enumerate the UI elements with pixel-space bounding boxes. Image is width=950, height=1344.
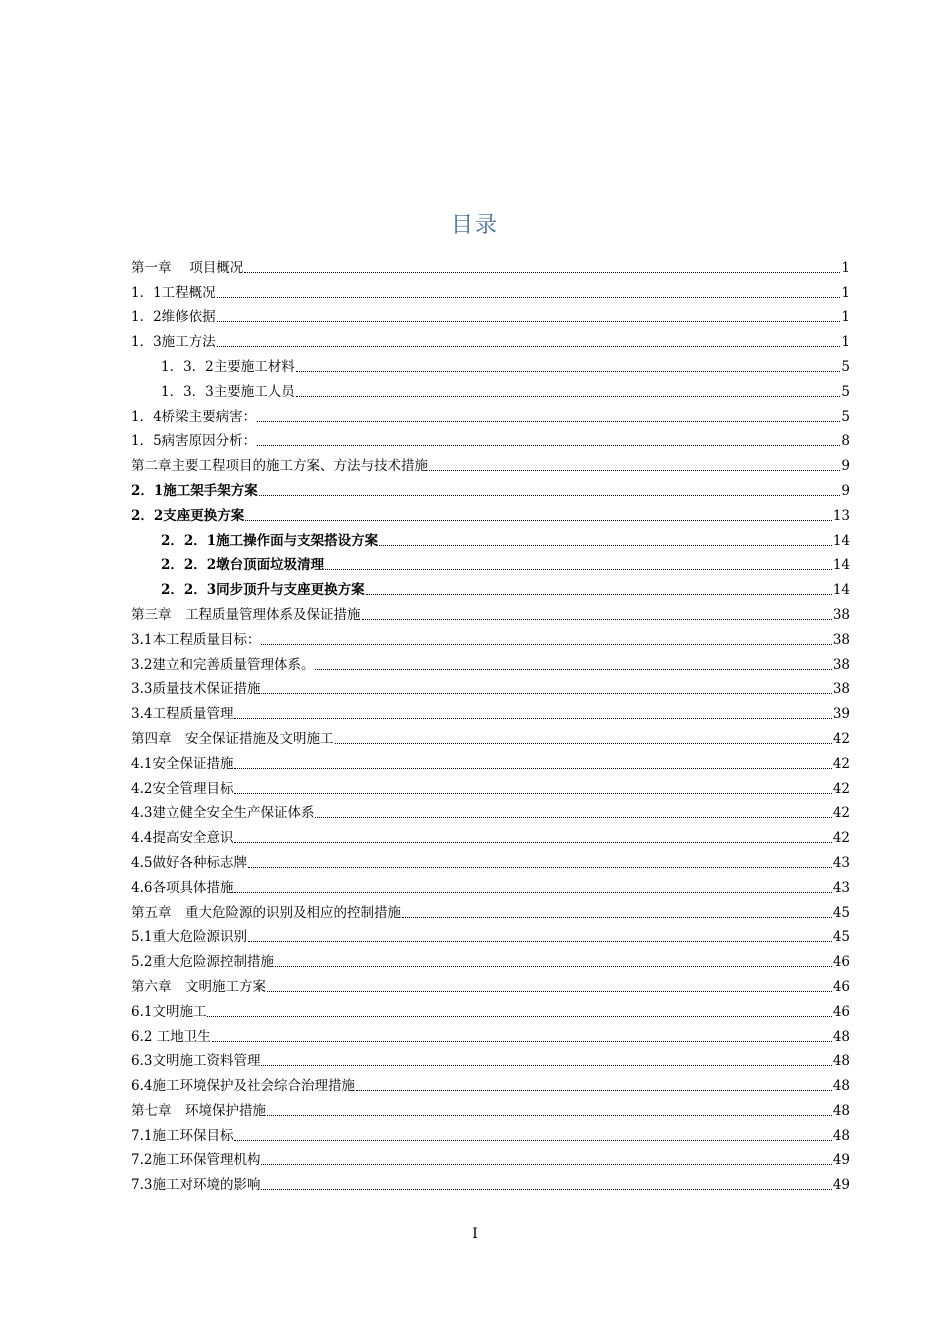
toc-entry-title: 2．2．1施工操作面与支架搭设方案 [161, 532, 379, 549]
toc-entry-page: 1 [841, 309, 850, 326]
toc-dot-leader [259, 494, 841, 496]
toc-entry-page: 1 [841, 259, 850, 276]
toc-entry-title: 6.3文明施工资料管理 [131, 1053, 261, 1070]
toc-entry[interactable] [131, 922, 850, 947]
toc-entry-title: 2．2．2墩台顶面垃圾清理 [161, 557, 325, 574]
toc-entry[interactable] [131, 1070, 850, 1095]
toc-entry-page: 45 [832, 929, 850, 946]
toc-entry[interactable] [131, 624, 850, 649]
toc-entry[interactable] [131, 1021, 850, 1046]
toc-entry[interactable] [131, 376, 850, 401]
toc-dot-leader [217, 345, 841, 347]
toc-entry[interactable] [131, 351, 850, 376]
toc-dot-leader [261, 692, 831, 694]
toc-entry-page: 48 [832, 1053, 850, 1070]
toc-entry-page: 14 [832, 557, 850, 574]
toc-entry-title: 3.4工程质量管理 [131, 706, 234, 723]
toc-entry[interactable] [131, 426, 850, 451]
toc-dot-leader [217, 320, 841, 322]
toc-entry-title: 1．4桥梁主要病害： [131, 408, 257, 425]
toc-dot-leader [315, 668, 831, 670]
toc-entry-page: 43 [832, 854, 850, 871]
toc-entry-title: 第四章 安全保证措施及文明施工 [131, 730, 334, 747]
toc-entry-title: 第六章 文明施工方案 [131, 978, 266, 995]
toc-entry[interactable] [131, 1120, 850, 1145]
toc-entry[interactable] [131, 1169, 850, 1194]
toc-entry-title: 7.2施工环保管理机构 [131, 1152, 261, 1169]
toc-entry-title: 1．3．2主要施工材料 [161, 358, 295, 375]
toc-dot-leader [248, 940, 832, 942]
toc-entry-page: 9 [841, 458, 850, 475]
toc-entry-title: 4.2安全管理目标 [131, 780, 234, 797]
toc-entry[interactable] [131, 277, 850, 302]
toc-entry-title: 3.2建立和完善质量管理体系。 [131, 656, 315, 673]
toc-entry-title: 第三章 工程质量管理体系及保证措施 [131, 606, 361, 623]
toc-dot-leader [234, 1139, 831, 1141]
toc-entry-title: 1．2维修依据 [131, 309, 216, 326]
toc-entry-page: 1 [841, 284, 850, 301]
toc-entry-title: 6.2 工地卫生 [131, 1028, 211, 1045]
toc-dot-leader [325, 568, 832, 570]
toc-entry-title: 3.3质量技术保证措施 [131, 681, 261, 698]
toc-entry-title: 5.2重大危险源控制措施 [131, 954, 274, 971]
toc-entry[interactable] [131, 649, 850, 674]
toc-entry-title: 3.1本工程质量目标： [131, 631, 261, 648]
toc-dot-leader [429, 469, 840, 471]
toc-entry[interactable] [131, 773, 850, 798]
toc-entry[interactable] [131, 822, 850, 847]
toc-entry[interactable] [131, 599, 850, 624]
toc-entry-page: 49 [832, 1152, 850, 1169]
toc-dot-leader [234, 841, 831, 843]
toc-entry[interactable] [131, 674, 850, 699]
toc-entry-title: 1．3．3主要施工人员 [161, 383, 295, 400]
toc-entry-page: 42 [832, 805, 850, 822]
toc-entry[interactable] [131, 1095, 850, 1120]
toc-dot-leader [245, 519, 832, 521]
toc-entry-page: 38 [832, 631, 850, 648]
toc-entry-page: 39 [832, 706, 850, 723]
toc-dot-leader [261, 643, 831, 645]
toc-entry-title: 1．1工程概况 [131, 284, 216, 301]
toc-dot-leader [257, 444, 840, 446]
toc-entry[interactable] [131, 798, 850, 823]
toc-entry[interactable] [131, 475, 850, 500]
toc-entry-title: 2．1施工架手架方案 [131, 482, 258, 499]
toc-entry-page: 46 [832, 978, 850, 995]
toc-dot-leader [261, 1188, 831, 1190]
toc-entry-page: 48 [832, 1127, 850, 1144]
toc-entry-title: 第二章主要工程项目的施工方案、方法与技术措施 [131, 458, 428, 475]
page-number: I [472, 1226, 478, 1242]
toc-entry-page: 43 [832, 879, 850, 896]
toc-entry-page: 38 [832, 681, 850, 698]
toc-entry[interactable] [131, 971, 850, 996]
toc-entry-page: 1 [841, 334, 850, 351]
toc-dot-leader [379, 544, 832, 546]
toc-entry[interactable] [131, 525, 850, 550]
toc-entry-title: 4.4提高安全意识 [131, 830, 234, 847]
toc-dot-leader [257, 420, 840, 422]
toc-entry-page: 49 [832, 1177, 850, 1194]
toc-entry-page: 42 [832, 780, 850, 797]
toc-dot-leader [315, 816, 831, 818]
toc-entry[interactable] [131, 847, 850, 872]
toc-entry-title: 4.5做好各种标志牌 [131, 854, 247, 871]
toc-entry[interactable] [131, 500, 850, 525]
toc-entry-page: 5 [841, 358, 850, 375]
toc-entry[interactable] [131, 872, 850, 897]
toc-entry-page: 46 [832, 1003, 850, 1020]
toc-entry-page: 48 [832, 1028, 850, 1045]
toc-entry-title: 7.1施工环保目标 [131, 1127, 234, 1144]
toc-entry-page: 42 [832, 730, 850, 747]
table-of-contents [131, 252, 850, 1194]
toc-dot-leader [234, 767, 831, 769]
toc-entry[interactable] [131, 748, 850, 773]
toc-dot-leader [356, 1089, 832, 1091]
toc-entry-title: 4.6各项具体措施 [131, 879, 234, 896]
toc-entry-page: 14 [832, 582, 850, 599]
toc-dot-leader [248, 866, 832, 868]
toc-entry[interactable] [131, 897, 850, 922]
toc-dot-leader [234, 792, 831, 794]
toc-entry-title: 2．2支座更换方案 [131, 507, 245, 524]
toc-entry-page: 42 [832, 755, 850, 772]
toc-entry-title: 第一章 项目概况 [131, 259, 244, 276]
toc-entry-title: 6.4施工环境保护及社会综合治理措施 [131, 1078, 355, 1095]
toc-entry-page: 8 [841, 433, 850, 450]
toc-entry[interactable] [131, 723, 850, 748]
toc-entry-page: 14 [832, 532, 850, 549]
toc-dot-leader [335, 742, 832, 744]
toc-entry-title: 第七章 环境保护措施 [131, 1102, 266, 1119]
toc-dot-leader [296, 370, 841, 372]
toc-entry-title: 1．3施工方法 [131, 334, 216, 351]
toc-dot-leader [234, 717, 831, 719]
toc-entry[interactable] [131, 252, 850, 277]
toc-entry-page: 42 [832, 830, 850, 847]
toc-dot-leader [275, 965, 832, 967]
toc-dot-leader [366, 593, 832, 595]
page-title: 目录 [450, 213, 499, 238]
toc-dot-leader [267, 990, 832, 992]
toc-dot-leader [244, 271, 840, 273]
toc-entry-page: 38 [832, 656, 850, 673]
toc-entry-title: 1．5病害原因分析： [131, 433, 257, 450]
toc-dot-leader [261, 1163, 831, 1165]
toc-entry-page: 48 [832, 1102, 850, 1119]
toc-entry[interactable] [131, 550, 850, 575]
toc-dot-leader [234, 891, 831, 893]
toc-dot-leader [267, 1114, 832, 1116]
toc-dot-leader [402, 916, 832, 918]
toc-entry-title: 6.1文明施工 [131, 1003, 207, 1020]
toc-entry[interactable] [131, 996, 850, 1021]
toc-entry-page: 9 [841, 482, 850, 499]
toc-entry-page: 13 [832, 507, 850, 524]
toc-dot-leader [261, 1064, 831, 1066]
toc-dot-leader [296, 395, 841, 397]
toc-entry-page: 5 [841, 383, 850, 400]
toc-entry[interactable] [131, 1046, 850, 1071]
toc-entry-title: 4.3建立健全安全生产保证体系 [131, 805, 315, 822]
toc-dot-leader [212, 1040, 832, 1042]
toc-entry-title: 第五章 重大危险源的识别及相应的控制措施 [131, 904, 401, 921]
toc-dot-leader [217, 296, 841, 298]
toc-entry[interactable] [131, 326, 850, 351]
toc-entry-title: 5.1重大危险源识别 [131, 929, 247, 946]
toc-entry-title: 4.1安全保证措施 [131, 755, 234, 772]
toc-entry-title: 7.3施工对环境的影响 [131, 1177, 261, 1194]
toc-entry-page: 45 [832, 904, 850, 921]
toc-dot-leader [207, 1015, 831, 1017]
toc-entry-page: 48 [832, 1078, 850, 1095]
toc-entry[interactable] [131, 450, 850, 475]
toc-entry-title: 2．2．3同步顶升与支座更换方案 [161, 582, 365, 599]
toc-entry[interactable] [131, 1145, 850, 1170]
toc-entry[interactable] [131, 401, 850, 426]
toc-entry-page: 38 [832, 606, 850, 623]
toc-entry-page: 5 [841, 408, 850, 425]
toc-entry[interactable] [131, 946, 850, 971]
toc-dot-leader [362, 618, 832, 620]
toc-entry-page: 46 [832, 954, 850, 971]
toc-entry[interactable] [131, 574, 850, 599]
toc-entry[interactable] [131, 302, 850, 327]
toc-entry[interactable] [131, 698, 850, 723]
